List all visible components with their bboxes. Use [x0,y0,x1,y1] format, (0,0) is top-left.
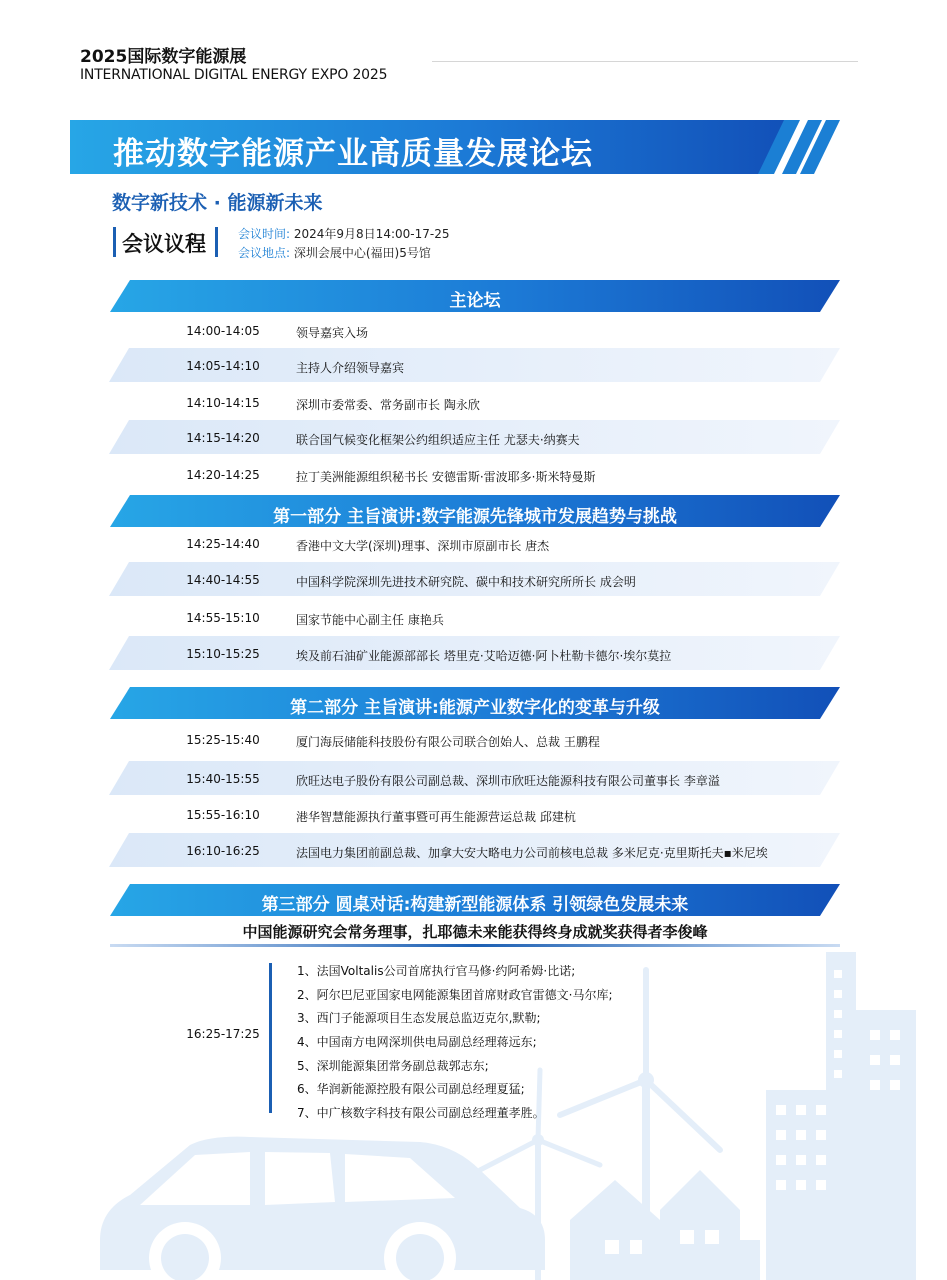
agenda-label: 会议议程 [122,232,206,256]
row-time: 15:40-15:55 [186,772,260,786]
list-item: 1、法国Voltalis公司首席执行官马修·约阿希姆·比诺; [297,964,576,978]
row-text: 主持人介绍领导嘉宾 [296,361,405,375]
list-item: 7、中广核数字科技有限公司副总经理董孝胜。 [297,1106,545,1121]
row-text: 欣旺达电子股份有限公司副总裁、深圳市欣旺达能源科技有限公司董事长 李章溢 [296,774,720,788]
expo-title: 2025国际数字能源展 [80,47,247,67]
meeting-time [238,225,449,242]
forum-slogan: 数字新技术 · 能源新未来 [112,192,323,214]
row-time: 14:05-14:10 [186,359,260,373]
row-text: 拉丁美洲能源组织秘书长 安德雷斯·雷波耶多·斯米特曼斯 [296,470,596,484]
meeting-time-key: 会议时间: [238,227,291,241]
expo-subtitle: INTERNATIONAL DIGITAL ENERGY EXPO 2025 [80,67,388,83]
roundtable-time: 16:25-17:25 [186,1027,260,1041]
row-time: 14:15-14:20 [186,431,260,445]
row-text: 深圳市委常委、常务副市长 陶永欣 [296,398,480,412]
moderator-divider [110,944,840,948]
meeting-time-value: 2024年9月8日14:00-17-25 [293,227,450,241]
agenda-label-bar-right [215,227,218,257]
forum-title: 推动数字能源产业高质量发展论坛 [113,136,593,172]
row-time: 16:10-16:25 [186,844,260,858]
row-time: 14:55-15:10 [186,611,260,625]
row-text: 联合国气候变化框架公约组织适应主任 尤瑟夫·纳赛夫 [296,433,580,447]
list-item: 3、西门子能源项目生态发展总监迈克尔,默勒; [297,1011,541,1026]
panelist-divider-bar [269,963,272,1113]
section-title: 第二部分 主旨演讲:能源产业数字化的变革与升级 [290,698,660,718]
meeting-venue-value: 深圳会展中心(福田)5号馆 [293,246,431,260]
list-item: 4、中国南方电网深圳供电局副总经理蒋远东; [297,1035,537,1050]
header-divider [432,61,858,62]
row-text: 埃及前石油矿业能源部部长 塔里克·艾哈迈德·阿卜杜勒卡德尔·埃尔莫拉 [296,649,672,663]
row-time: 14:10-14:15 [186,396,260,410]
row-time: 14:00-14:05 [186,324,260,338]
row-time: 15:25-15:40 [186,733,260,747]
row-time: 14:40-14:55 [186,573,260,587]
row-text: 港华智慧能源执行董事暨可再生能源营运总裁 邱建杭 [296,810,576,824]
roundtable-moderator: 中国能源研究会常务理事，扎耶德未来能获得终身成就奖获得者李俊峰 [242,923,708,941]
section-title: 第一部分 主旨演讲:数字能源先锋城市发展趋势与挑战 [273,507,677,527]
list-item: 5、深圳能源集团常务副总裁郭志东; [297,1058,489,1073]
agenda-label-bar-left [113,227,116,257]
row-time: 15:10-15:25 [186,647,260,661]
section-title: 主论坛 [449,291,501,311]
meeting-venue-key: 会议地点: [238,246,291,260]
row-text: 国家节能中心副主任 康艳兵 [296,613,444,627]
row-time: 15:55-16:10 [186,808,260,822]
meeting-venue [238,244,431,261]
row-text: 香港中文大学(深圳)理事、深圳市原副市长 唐杰 [296,539,550,553]
row-text: 领导嘉宾入场 [296,326,369,340]
list-item: 6、华润新能源控股有限公司副总经理夏猛; [297,1082,525,1097]
section-title: 第三部分 圆桌对话:构建新型能源体系 引领绿色发展未来 [261,895,689,915]
row-time: 14:20-14:25 [186,468,260,482]
row-text: 法国电力集团前副总裁、加拿大安大略电力公司前核电总裁 多米尼克·克里斯托夫▪米尼埃 [296,846,768,860]
row-time: 14:25-14:40 [186,537,260,551]
panelist-list [297,963,613,1129]
list-item: 2、阿尔巴尼亚国家电网能源集团首席财政官雷德文·马尔库; [297,987,613,1002]
stripes-icon [780,120,842,174]
row-text: 中国科学院深圳先进技术研究院、碳中和技术研究所所长 成会明 [296,575,636,589]
row-text: 厦门海辰储能科技股份有限公司联合创始人、总裁 王鹏程 [296,735,600,749]
